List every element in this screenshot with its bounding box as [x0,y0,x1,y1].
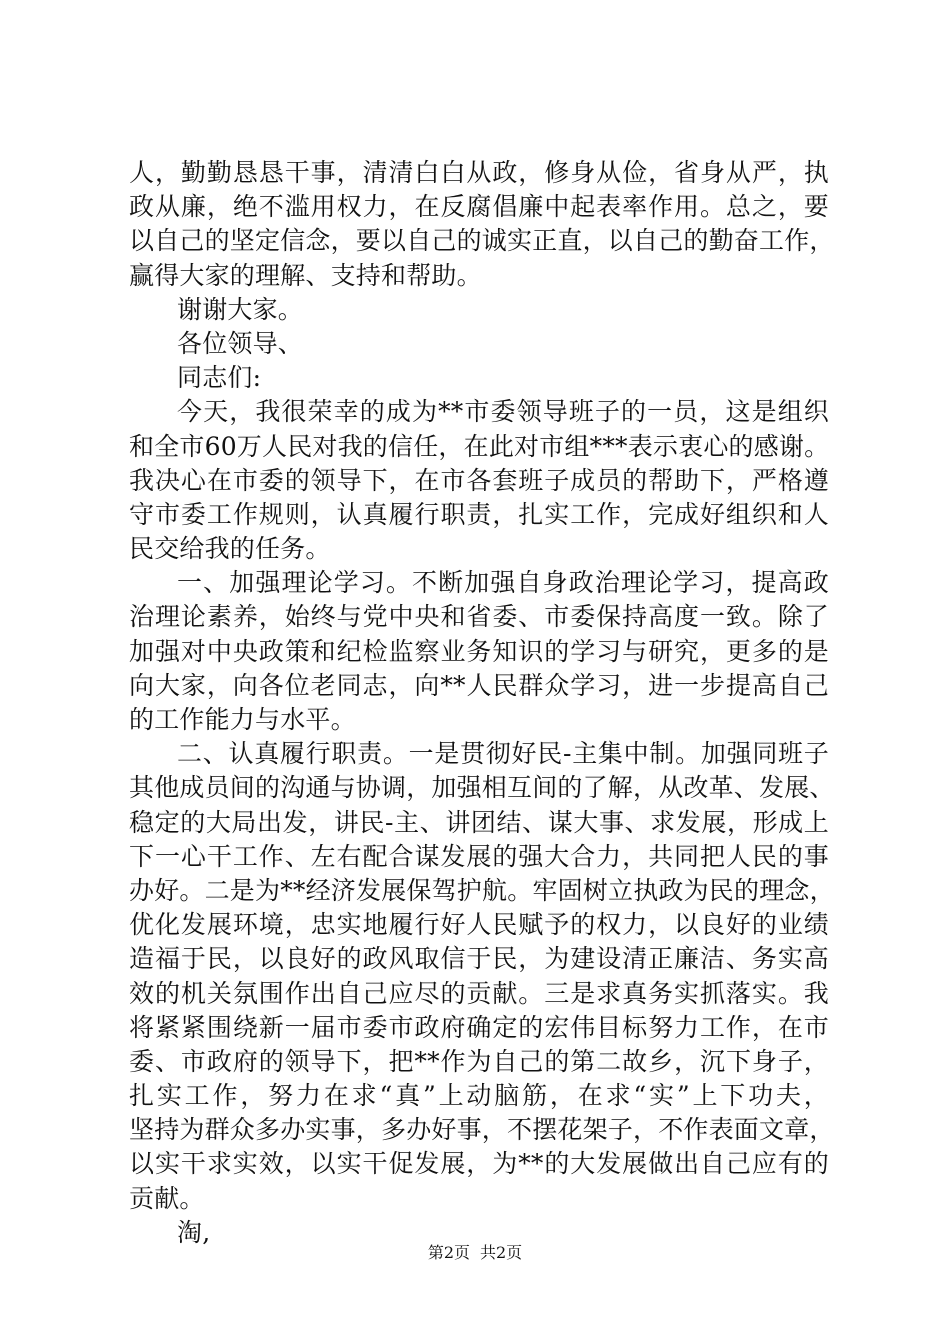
text-line: 造福于民，以良好的政风取信于民，为建设清正廉洁、务实高 [129,944,829,974]
text-line: 治理论素养，始终与党中央和省委、市委保持高度一致。除了 [129,602,829,632]
text-line: 坚持为群众多办实事，多办好事，不摆花架子，不作表面文章， [129,1115,835,1145]
text-line: 其他成员间的沟通与协调，加强相互间的了解，从改革、发展、 [129,773,835,803]
page-number: 第2页 [427,1243,470,1262]
text-line: 优化发展环境，忠实地履行好人民赋予的权力，以良好的业绩 [129,910,829,940]
text-line: 效的机关氛围作出自己应尽的贡献。三是求真务实抓落实。我 [129,978,829,1008]
document-body [129,156,835,1250]
text-line: 以自己的坚定信念，要以自己的诚实正直，以自己的勤奋工作， [129,226,835,256]
text-line: 的工作能力与水平。 [129,705,356,734]
text-line: 守市委工作规则，认真履行职责，扎实工作，完成好组织和人 [129,499,829,529]
text-line: 办好。二是为**经济发展保驾护航。牢固树立执政为民的理念， [129,875,835,905]
text-line: 以实干求实效，以实干促发展，为**的大发展做出自己应有的 [129,1149,829,1179]
text-line: 民交给我的任务。 [129,534,331,564]
text-line: 人，勤勤恳恳干事，清清白白从政，修身从俭，省身从严，执 [129,158,829,187]
text-line: 稳定的大局出发，讲民-主、讲团结、谋大事、求发展，形成上 [129,807,829,837]
text-line: 将紧紧围绕新一届市委市政府确定的宏伟目标努力工作，在市 [129,1012,829,1042]
text-line: 和全市60万人民对我的信任，在此对市组***表示衷心的感谢。 [129,431,830,461]
text-line: 政从廉，绝不滥用权力，在反腐倡廉中起表率作用。总之，要 [129,192,829,222]
text-line: 贡献。 [129,1183,205,1213]
text-line: 我决心在市委的领导下，在市各套班子成员的帮助下，严格遵 [129,465,829,495]
text-line: 各位领导、 [177,328,304,358]
text-line: 谢谢大家。 [177,294,304,324]
page-total: 共2页 [480,1243,523,1262]
text-line: 一、加强理论学习。不断加强自身政治理论学习，提高政 [177,568,829,598]
text-line: 加强对中央政策和纪检监察业务知识的学习与研究，更多的是 [129,636,829,666]
text-line: 二、认真履行职责。一是贯彻好民-主集中制。加强同班子 [177,739,829,769]
page-footer [0,1242,950,1264]
text-line: 下一心干工作、左右配合谋发展的强大合力，共同把人民的事 [129,841,829,871]
text-line: 今天，我很荣幸的成为**市委领导班子的一员，这是组织 [177,397,829,427]
text-line: 向大家，向各位老同志，向**人民群众学习，进一步提高自己 [129,670,829,700]
text-line: 赢得大家的理解、支持和帮助。 [129,260,482,290]
text-line: 委、市政府的领导下，把**作为自己的第二故乡，沉下身子， [129,1046,829,1076]
text-line: 淘, [177,1217,211,1247]
text-line: 扎实工作，努力在求“真”上动脑筋，在求“实”上下功夫， [129,1081,829,1111]
text-line: 同志们: [177,363,262,393]
